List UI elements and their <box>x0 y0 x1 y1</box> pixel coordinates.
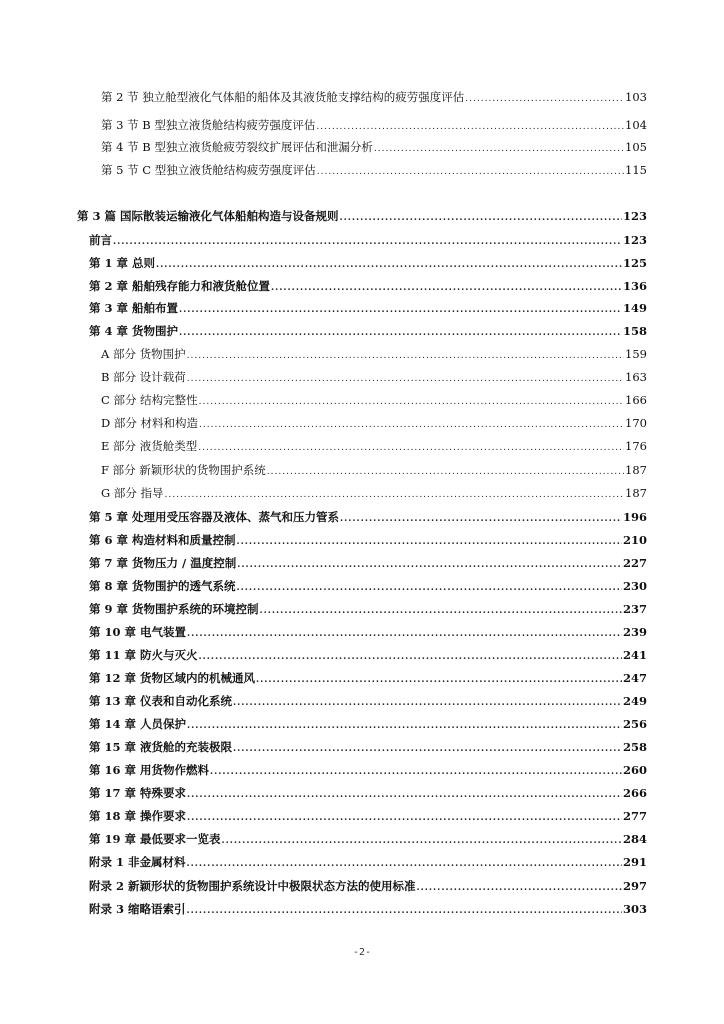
toc-entry-label: 第 14 章 人员保护 <box>89 717 187 731</box>
toc-entry-page: 249 <box>622 694 647 708</box>
toc-entry-section-4[interactable] <box>101 137 647 157</box>
toc-entry-appendix-1[interactable] <box>89 852 647 872</box>
toc-entry-part-3[interactable] <box>77 206 647 226</box>
toc-entry-label: 第 16 章 用货物作燃料 <box>89 763 210 777</box>
toc-entry-page: 210 <box>622 533 647 547</box>
leader-dots <box>113 232 622 252</box>
leader-dots <box>187 785 622 805</box>
leader-dots <box>187 901 622 921</box>
toc-entry-page: 187 <box>625 463 647 477</box>
leader-dots <box>179 323 622 343</box>
leader-dots <box>256 670 622 690</box>
toc-entry-label: D 部分 材料和构造 <box>101 416 199 430</box>
toc-entry-chapter-8[interactable] <box>89 576 647 596</box>
toc-entry-label: B 部分 设计载荷 <box>101 370 186 384</box>
toc-entry-chapter-7[interactable] <box>89 553 647 573</box>
toc-entry-page: 291 <box>622 855 647 869</box>
leader-dots <box>417 878 622 898</box>
toc-entry-page: 277 <box>622 809 647 823</box>
toc-entry-label: 第 4 章 货物围护 <box>89 324 179 338</box>
toc-entry-chapter-1[interactable] <box>89 253 647 273</box>
toc-entry-label: 附录 1 非金属材料 <box>89 855 186 869</box>
toc-entry-label: 第 17 章 特殊要求 <box>89 786 187 800</box>
toc-entry-page: 158 <box>622 324 647 338</box>
toc-entry-label: 第 2 章 船舶残存能力和液货舱位置 <box>89 279 271 293</box>
leader-dots <box>316 117 624 137</box>
toc-entry-page: 163 <box>625 370 647 384</box>
leader-dots <box>198 438 624 458</box>
toc-entry-page: 247 <box>622 671 647 685</box>
toc-entry-part-b[interactable] <box>101 367 647 387</box>
toc-entry-label: 第 9 章 货物围护系统的环境控制 <box>89 602 259 616</box>
leader-dots <box>156 255 622 275</box>
toc-entry-label: 第 8 章 货物围护的透气系统 <box>89 579 236 593</box>
toc-entry-page: 149 <box>622 301 647 315</box>
toc-entry-label: 附录 2 新颖形状的货物围护系统设计中极限状态方法的使用标准 <box>89 879 416 893</box>
leader-dots <box>233 693 622 713</box>
toc-entry-appendix-3[interactable] <box>89 899 647 919</box>
toc-entry-label: 第 3 篇 国际散装运输液化气体船舶构造与设备规则 <box>77 209 339 223</box>
toc-entry-label: F 部分 新颖形状的货物围护系统 <box>101 463 266 477</box>
toc-entry-part-a[interactable] <box>101 344 647 364</box>
leader-dots <box>317 162 624 182</box>
toc-entry-chapter-16[interactable] <box>89 760 647 780</box>
toc-entry-page: 170 <box>625 416 647 430</box>
toc-entry-page: 115 <box>625 163 647 177</box>
toc-entry-page: 258 <box>622 740 647 754</box>
toc-entry-page: 196 <box>622 510 647 524</box>
toc-entry-chapter-15[interactable] <box>89 737 647 757</box>
toc-entry-label: A 部分 货物围护 <box>101 347 186 361</box>
toc-entry-page: 284 <box>622 832 647 846</box>
toc-entry-section-3[interactable] <box>101 115 647 135</box>
toc-entry-label: E 部分 液货舱类型 <box>101 439 198 453</box>
toc-entry-page: 125 <box>622 256 647 270</box>
toc-entry-appendix-2[interactable] <box>89 876 647 896</box>
toc-entry-page: 303 <box>622 902 647 916</box>
leader-dots <box>233 739 622 759</box>
toc-entry-part-c[interactable] <box>101 390 647 410</box>
leader-dots <box>199 392 624 412</box>
toc-entry-page: 105 <box>625 140 647 154</box>
leader-dots <box>267 462 624 482</box>
leader-dots <box>165 485 625 505</box>
toc-entry-chapter-19[interactable] <box>89 829 647 849</box>
toc-entry-chapter-9[interactable] <box>89 599 647 619</box>
toc-entry-label: G 部分 指导 <box>101 486 164 500</box>
toc-entry-label: C 部分 结构完整性 <box>101 393 198 407</box>
leader-dots <box>237 555 622 575</box>
leader-dots <box>237 578 622 598</box>
toc-entry-page: 166 <box>625 393 647 407</box>
toc-entry-chapter-6[interactable] <box>89 530 647 550</box>
toc-entry-chapter-18[interactable] <box>89 806 647 826</box>
toc-entry-page: 159 <box>625 347 647 361</box>
toc-entry-page: 104 <box>625 118 647 132</box>
toc-entry-chapter-14[interactable] <box>89 714 647 734</box>
toc-entry-page: 241 <box>622 648 647 662</box>
toc-entry-page: 227 <box>622 556 647 570</box>
toc-entry-page: 266 <box>622 786 647 800</box>
toc-entry-chapter-10[interactable] <box>89 622 647 642</box>
leader-dots <box>465 89 624 109</box>
toc-entry-chapter-4[interactable] <box>89 321 647 341</box>
toc-entry-label: 第 5 节 C 型独立液货舱结构疲劳强度评估 <box>101 163 316 177</box>
page-number: -2- <box>352 947 372 958</box>
leader-dots <box>187 369 624 389</box>
toc-entry-part-g[interactable] <box>101 483 647 503</box>
leader-dots <box>187 346 624 366</box>
toc-entry-label: 第 11 章 防火与灭火 <box>89 648 198 662</box>
toc-entry-label: 第 1 章 总则 <box>89 256 156 270</box>
toc-entry-label: 第 4 节 B 型独立液货舱疲劳裂纹扩展评估和泄漏分析 <box>101 140 373 154</box>
toc-entry-page: 187 <box>625 486 647 500</box>
toc-entry-label: 第 19 章 最低要求一览表 <box>89 832 221 846</box>
leader-dots <box>187 808 622 828</box>
toc-entry-page: 123 <box>622 233 647 247</box>
toc-entry-chapter-13[interactable] <box>89 691 647 711</box>
toc-entry-page: 123 <box>622 209 647 223</box>
toc-entry-label: 第 5 章 处理用受压容器及液体、蒸气和压力管系 <box>89 510 340 524</box>
toc-entry-label: 第 2 节 独立舱型液化气体船的船体及其液货舱支撑结构的疲劳强度评估 <box>101 90 465 104</box>
toc-entry-label: 第 3 节 B 型独立液货舱结构疲劳强度评估 <box>101 118 316 132</box>
toc-entry-preface[interactable] <box>89 230 647 250</box>
toc-entry-page: 297 <box>622 879 647 893</box>
leader-dots <box>222 831 622 851</box>
leader-dots <box>271 278 622 298</box>
toc-entry-chapter-3[interactable] <box>89 298 647 318</box>
leader-dots <box>340 509 622 529</box>
toc-entry-label: 第 12 章 货物区域内的机械通风 <box>89 671 256 685</box>
toc-entry-page: 237 <box>622 602 647 616</box>
leader-dots <box>179 300 622 320</box>
toc-entry-chapter-2[interactable] <box>89 276 647 296</box>
toc-entry-label: 第 6 章 构造材料和质量控制 <box>89 533 236 547</box>
leader-dots <box>210 762 622 782</box>
toc-entry-label: 第 18 章 操作要求 <box>89 809 187 823</box>
toc-entry-chapter-17[interactable] <box>89 783 647 803</box>
toc-entry-label: 第 13 章 仪表和自动化系统 <box>89 694 233 708</box>
toc-entry-page: 230 <box>622 579 647 593</box>
toc-entry-page: 239 <box>622 625 647 639</box>
toc-entry-label: 前言 <box>89 233 112 247</box>
toc-entry-label: 第 7 章 货物压力 / 温度控制 <box>89 556 237 570</box>
leader-dots <box>187 624 622 644</box>
toc-entry-section-2[interactable] <box>101 87 647 107</box>
toc-entry-chapter-11[interactable] <box>89 645 647 665</box>
leader-dots <box>260 601 622 621</box>
leader-dots <box>237 532 622 552</box>
toc-entry-page: 260 <box>622 763 647 777</box>
leader-dots <box>187 854 622 874</box>
toc-entry-page: 136 <box>622 279 647 293</box>
toc-entry-section-5[interactable] <box>101 160 647 180</box>
leader-dots <box>187 716 622 736</box>
toc-entry-label: 附录 3 缩略语索引 <box>89 902 186 916</box>
toc-entry-label: 第 10 章 电气装置 <box>89 625 187 639</box>
toc-entry-chapter-5[interactable] <box>89 507 647 527</box>
leader-dots <box>374 139 624 159</box>
leader-dots <box>199 647 622 667</box>
toc-entry-page: 103 <box>625 90 647 104</box>
toc-entry-page: 256 <box>622 717 647 731</box>
toc-entry-part-f[interactable] <box>101 460 647 480</box>
toc-entry-page: 176 <box>625 439 647 453</box>
toc-entry-chapter-12[interactable] <box>89 668 647 688</box>
toc-entry-label: 第 15 章 液货舱的充装极限 <box>89 740 233 754</box>
toc-entry-part-e[interactable] <box>101 436 647 456</box>
toc-entry-label: 第 3 章 船舶布置 <box>89 301 179 315</box>
leader-dots <box>340 208 622 228</box>
toc-entry-part-d[interactable] <box>101 413 647 433</box>
leader-dots <box>199 415 624 435</box>
